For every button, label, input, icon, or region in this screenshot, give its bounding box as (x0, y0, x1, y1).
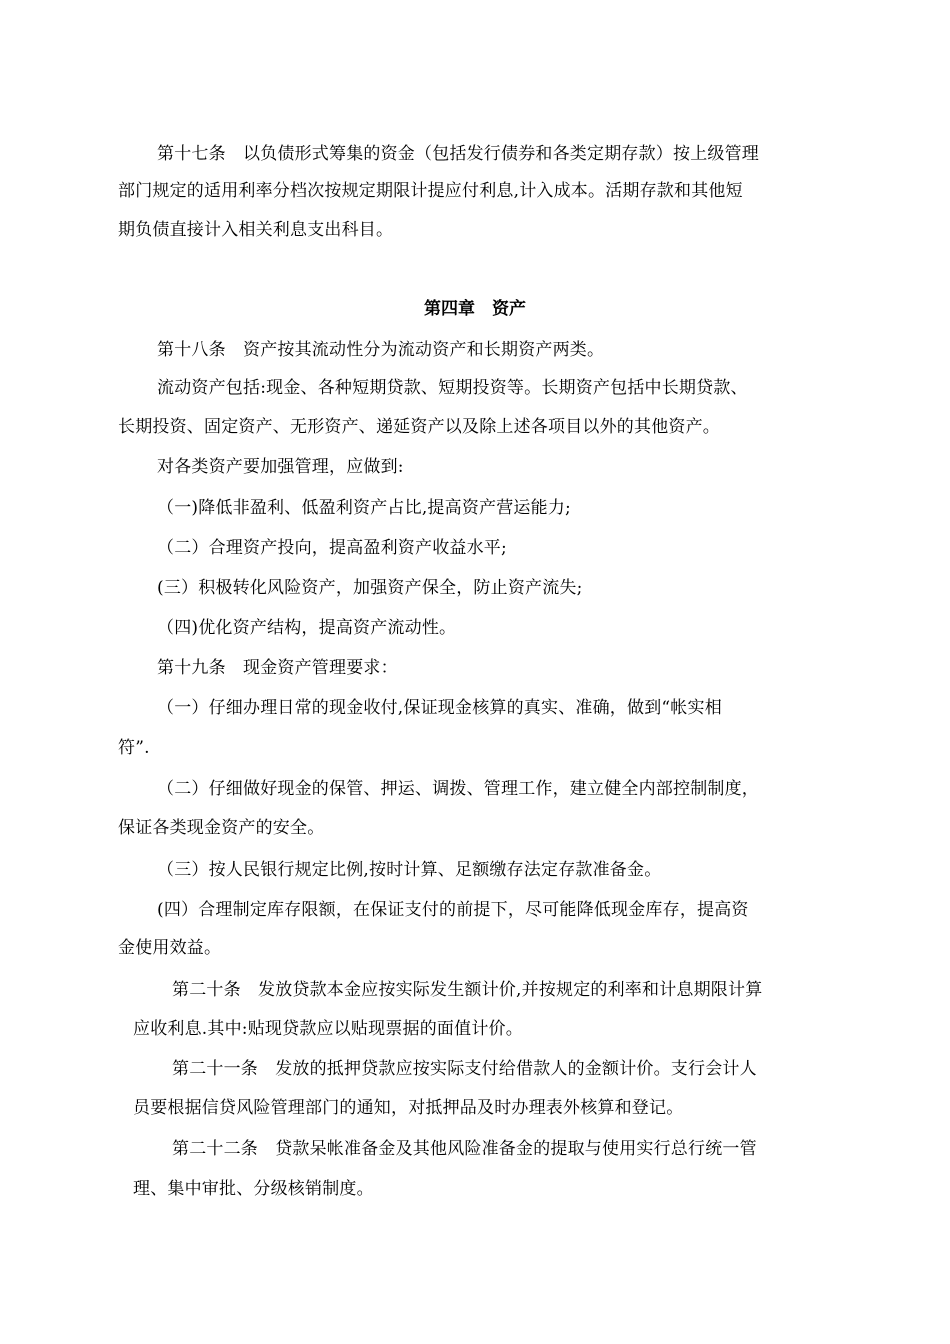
article-18-line-1: 第十八条 资产按其流动性分为流动资产和长期资产两类。 (157, 340, 605, 360)
article-18-line-4: 对各类资产要加强管理，应做到: (157, 457, 404, 477)
article-21-line-1: 第二十一条 发放的抵押贷款应按实际支付给借款人的金额计价。支行会计人 (172, 1059, 757, 1079)
article-22-line-1: 第二十二条 贷款呆帐准备金及其他风险准备金的提取与使用实行总行统一管 (172, 1139, 757, 1159)
article-19-item-2-line-1: （二）仔细做好现金的保管、押运、调拨、管理工作，建立健全内部控制制度， (157, 779, 759, 799)
article-20-line-1: 第二十条 发放贷款本金应按实际发生额计价,并按规定的利率和计息期限计算 (172, 980, 763, 1000)
article-19-line-1: 第十九条 现金资产管理要求： (157, 658, 398, 678)
article-19-item-1-line-2: 符”. (118, 738, 150, 758)
article-17-line-1: 第十七条 以负债形式筹集的资金（包括发行债券和各类定期存款）按上级管理 (157, 144, 759, 164)
article-18-item-3: (三）积极转化风险资产，加强资产保全，防止资产流失; (157, 578, 583, 598)
article-21-line-2: 员要根据信贷风险管理部门的通知，对抵押品及时办理表外核算和登记。 (133, 1098, 684, 1118)
article-18-item-4: （四)优化资产结构，提高资产流动性。 (157, 618, 457, 638)
chapter-4-title: 第四章 资产 (424, 299, 526, 319)
article-19-item-4-line-1: (四）合理制定库存限额，在保证支付的前提下，尽可能降低现金库存，提高资 (157, 900, 749, 920)
article-19-item-3-line-1: （三）按人民银行规定比例,按时计算、足额缴存法定存款准备金。 (157, 860, 662, 880)
article-18-item-1: （一)降低非盈利、低盈利资产占比,提高资产营运能力; (157, 498, 571, 518)
article-20-line-2: 应收利息.其中:贴现贷款应以贴现票据的面值计价。 (133, 1019, 523, 1039)
article-17-line-2: 部门规定的适用利率分档次按规定期限计提应付利息,计入成本。活期存款和其他短 (118, 181, 743, 201)
article-19-item-2-line-2: 保证各类现金资产的安全。 (118, 818, 325, 838)
article-18-item-2: （二）合理资产投向，提高盈利资产收益水平; (157, 538, 507, 558)
article-19-item-1-line-1: （一）仔细办理日常的现金收付,保证现金核算的真实、准确，做到“帐实相 (157, 698, 722, 718)
article-18-line-3: 长期投资、固定资产、无形资产、递延资产以及除上述各项目以外的其他资产。 (118, 417, 720, 437)
article-18-line-2: 流动资产包括:现金、各种短期贷款、短期投资等。长期资产包括中长期贷款、 (157, 378, 748, 398)
article-19-item-4-line-2: 金使用效益。 (118, 938, 222, 958)
article-17-line-3: 期负债直接计入相关利息支出科目。 (118, 220, 394, 240)
article-22-line-2: 理、集中审批、分级核销制度。 (133, 1179, 374, 1199)
